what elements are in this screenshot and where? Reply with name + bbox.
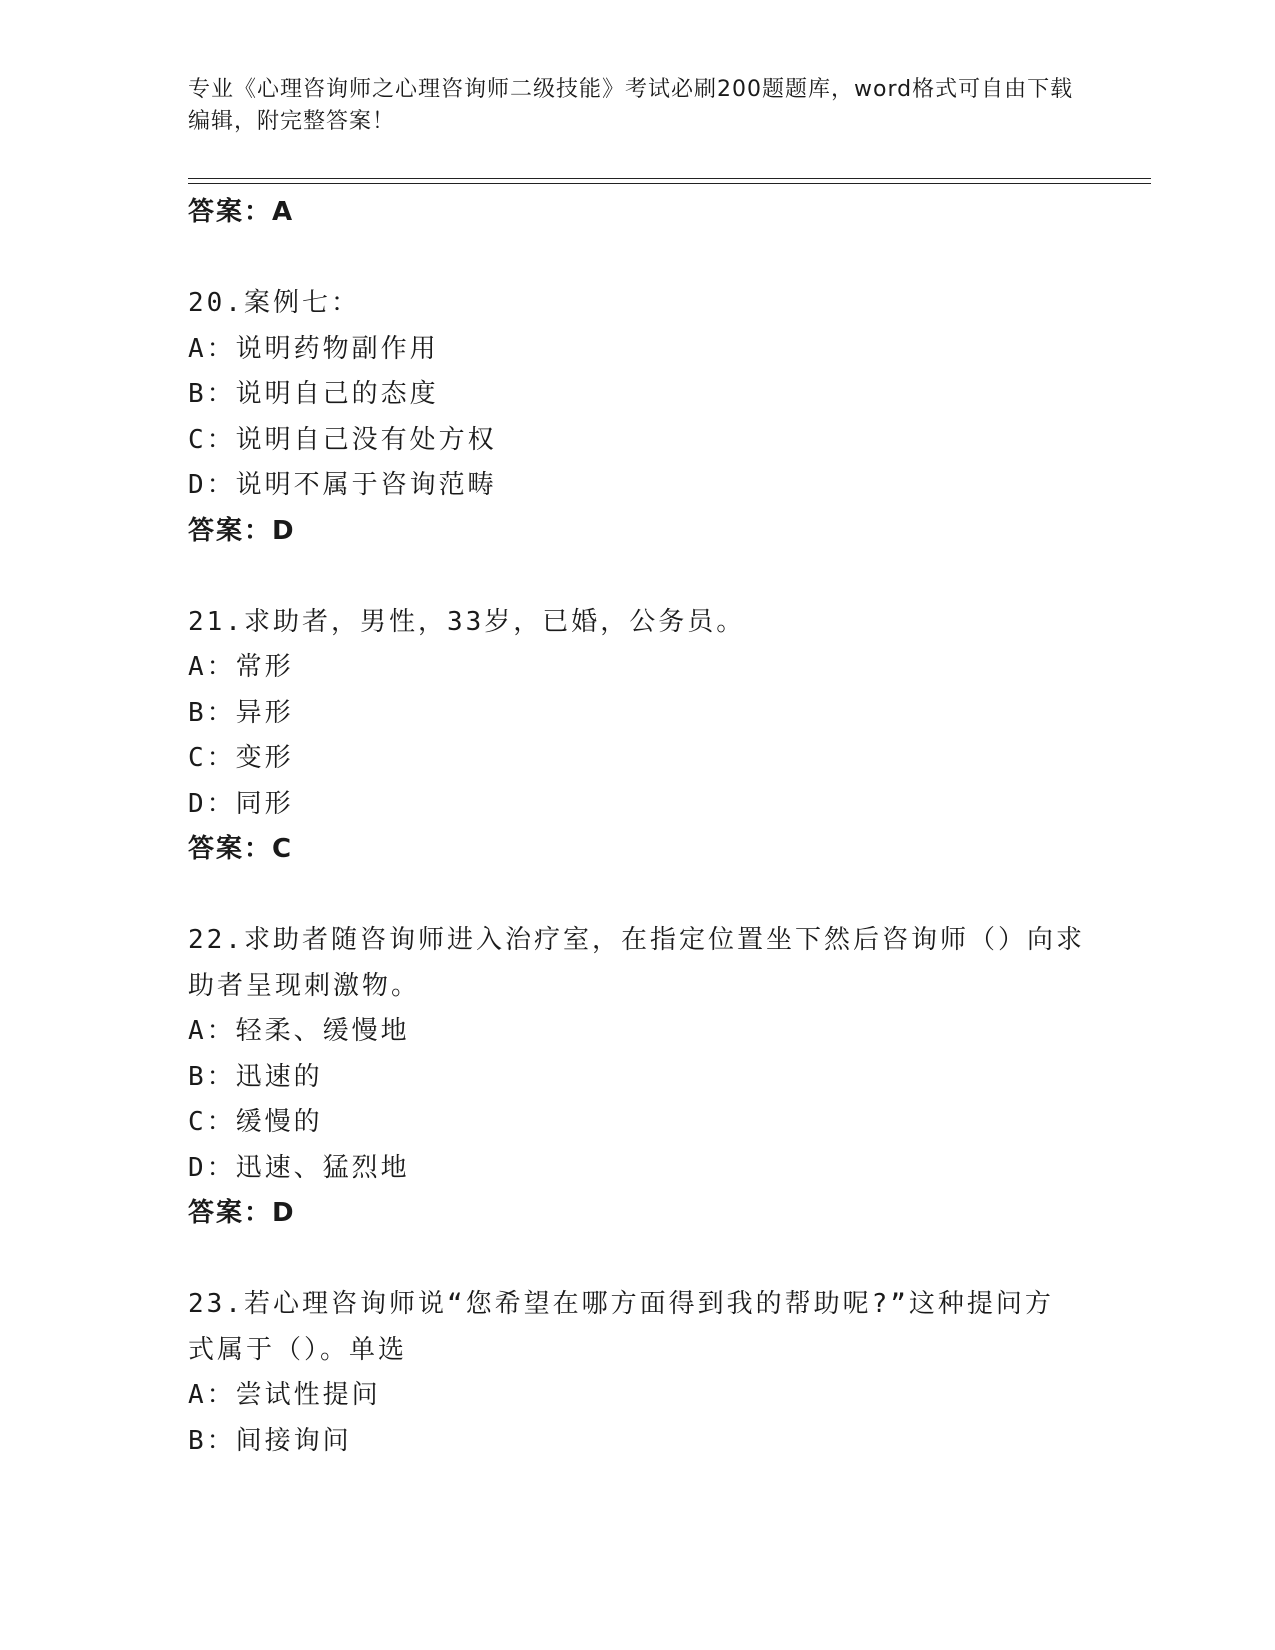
question-stem: 23.若心理咨询师说“您希望在哪方面得到我的帮助呢?”这种提问方 [188,1289,1054,1319]
question-stem: 22.求助者随咨询师进入治疗室，在指定位置坐下然后咨询师（）向求 [188,925,1085,955]
option-a: A：常形 [188,652,294,682]
answer-line: 答案：D [188,515,296,546]
option-d: D：迅速、猛烈地 [188,1152,410,1183]
option-c: C：说明自己没有处方权 [188,424,497,455]
question-block [188,600,1088,873]
option-d: D：同形 [188,788,294,819]
question-block [188,281,1088,554]
question-stem-continued: 式属于（）。单选 [188,1334,408,1365]
answer-line: 答案：C [188,834,294,864]
option-c: C：变形 [188,743,294,773]
question-stem: 21.求助者，男性，33岁，已婚，公务员。 [188,606,746,637]
option-d: D：说明不属于咨询范畴 [188,470,497,500]
option-b: B：间接询问 [188,1425,352,1456]
question-block [188,1282,1088,1464]
answer-line: 答案：D [188,1198,296,1228]
document-header: 专业《心理咨询师之心理咨询师二级技能》考试必刷200题题库，word格式可自由下载编辑，附完整答案！ [188,77,1074,134]
option-a: A：尝试性提问 [188,1380,381,1410]
option-b: B：迅速的 [188,1061,323,1092]
option-c: C：缓慢的 [188,1107,323,1137]
answer-line: 答案：A [188,197,295,227]
option-b: B：说明自己的态度 [188,379,439,409]
option-a: A：说明药物副作用 [188,333,439,364]
question-list [188,190,1088,1464]
header-rule-bottom [188,183,1151,184]
question-stem: 20.案例七： [188,288,360,318]
question-stem-continued: 助者呈现刺激物。 [188,970,421,1001]
question-block [188,918,1088,1237]
option-b: B：异形 [188,697,294,728]
header-rule-top [188,178,1151,179]
option-a: A：轻柔、缓慢地 [188,1016,410,1046]
